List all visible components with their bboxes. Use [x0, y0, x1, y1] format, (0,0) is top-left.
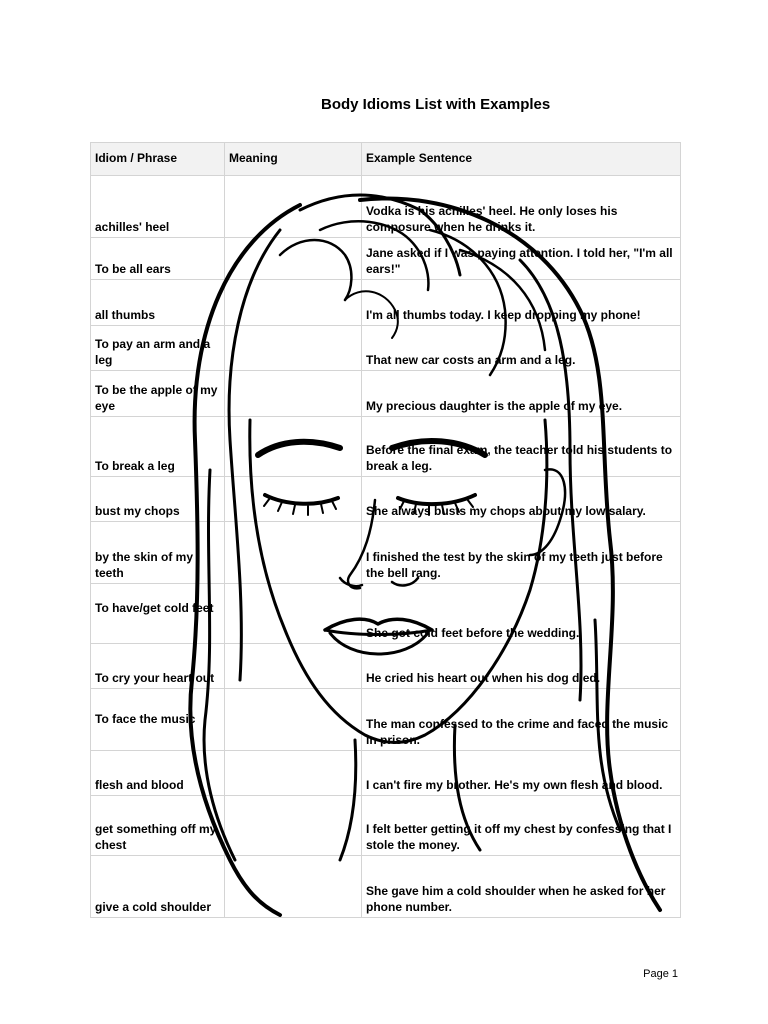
example-cell: Before the final exam, the teacher told his students to break a leg.: [362, 417, 681, 477]
example-cell: She always busts my chops about my low salary.: [362, 477, 681, 522]
table-row: [91, 326, 681, 371]
table-row: [91, 371, 681, 417]
table-row: [91, 477, 681, 522]
example-cell: Jane asked if I was paying attention. I told her, "I'm all ears!": [362, 238, 681, 280]
table-row: [91, 856, 681, 918]
table-row: [91, 238, 681, 280]
example-cell: I'm all thumbs today. I keep dropping my phone!: [362, 280, 681, 326]
idiom-cell: give a cold shoulder: [91, 856, 225, 918]
meaning-cell: [225, 280, 362, 326]
table-row: [91, 176, 681, 238]
table-row: [91, 417, 681, 477]
table-row: [91, 644, 681, 689]
meaning-cell: [225, 689, 362, 751]
idiom-cell: To have/get cold feet: [91, 584, 225, 644]
meaning-cell: [225, 522, 362, 584]
meaning-cell: [225, 238, 362, 280]
meaning-cell: [225, 417, 362, 477]
meaning-cell: [225, 326, 362, 371]
page-title: Body Idioms List with Examples: [321, 96, 551, 113]
example-cell: My precious daughter is the apple of my eye.: [362, 371, 681, 417]
example-cell: I can't fire my brother. He's my own flesh and blood.: [362, 751, 681, 796]
column-header-meaning: Meaning: [225, 143, 362, 176]
idiom-cell: To pay an arm and a leg: [91, 326, 225, 371]
idiom-cell: To face the music: [91, 689, 225, 751]
idiom-cell: To be the apple of my eye: [91, 371, 225, 417]
example-cell: I finished the test by the skin of my teeth just before the bell rang.: [362, 522, 681, 584]
idiom-cell: bust my chops: [91, 477, 225, 522]
table-row: [91, 796, 681, 856]
idiom-cell: flesh and blood: [91, 751, 225, 796]
example-cell: She got cold feet before the wedding.: [362, 584, 681, 644]
idiom-cell: To be all ears: [91, 238, 225, 280]
table-row: [91, 522, 681, 584]
example-cell: Vodka is his achilles' heel. He only loses his composure when he drinks it.: [362, 176, 681, 238]
example-cell: She gave him a cold shoulder when he asked for her phone number.: [362, 856, 681, 918]
example-cell: He cried his heart out when his dog died.: [362, 644, 681, 689]
example-cell: That new car costs an arm and a leg.: [362, 326, 681, 371]
table-header-row: [91, 143, 681, 176]
table-row: [91, 689, 681, 751]
meaning-cell: [225, 477, 362, 522]
table-row: [91, 751, 681, 796]
idioms-table: [90, 142, 681, 918]
meaning-cell: [225, 644, 362, 689]
idiom-cell: To cry your heart out: [91, 644, 225, 689]
example-cell: I felt better getting it off my chest by confessing that I stole the money.: [362, 796, 681, 856]
idiom-cell: get something off my chest: [91, 796, 225, 856]
table-row: [91, 280, 681, 326]
column-header-example: Example Sentence: [362, 143, 681, 176]
meaning-cell: [225, 584, 362, 644]
page-number: Page 1: [643, 968, 678, 980]
idiom-cell: by the skin of my teeth: [91, 522, 225, 584]
example-cell: The man confessed to the crime and faced the music in prison.: [362, 689, 681, 751]
meaning-cell: [225, 176, 362, 238]
meaning-cell: [225, 751, 362, 796]
table-row: [91, 584, 681, 644]
meaning-cell: [225, 856, 362, 918]
column-header-idiom: Idiom / Phrase: [91, 143, 225, 176]
meaning-cell: [225, 796, 362, 856]
idiom-cell: To break a leg: [91, 417, 225, 477]
idiom-cell: all thumbs: [91, 280, 225, 326]
meaning-cell: [225, 371, 362, 417]
idiom-cell: achilles' heel: [91, 176, 225, 238]
